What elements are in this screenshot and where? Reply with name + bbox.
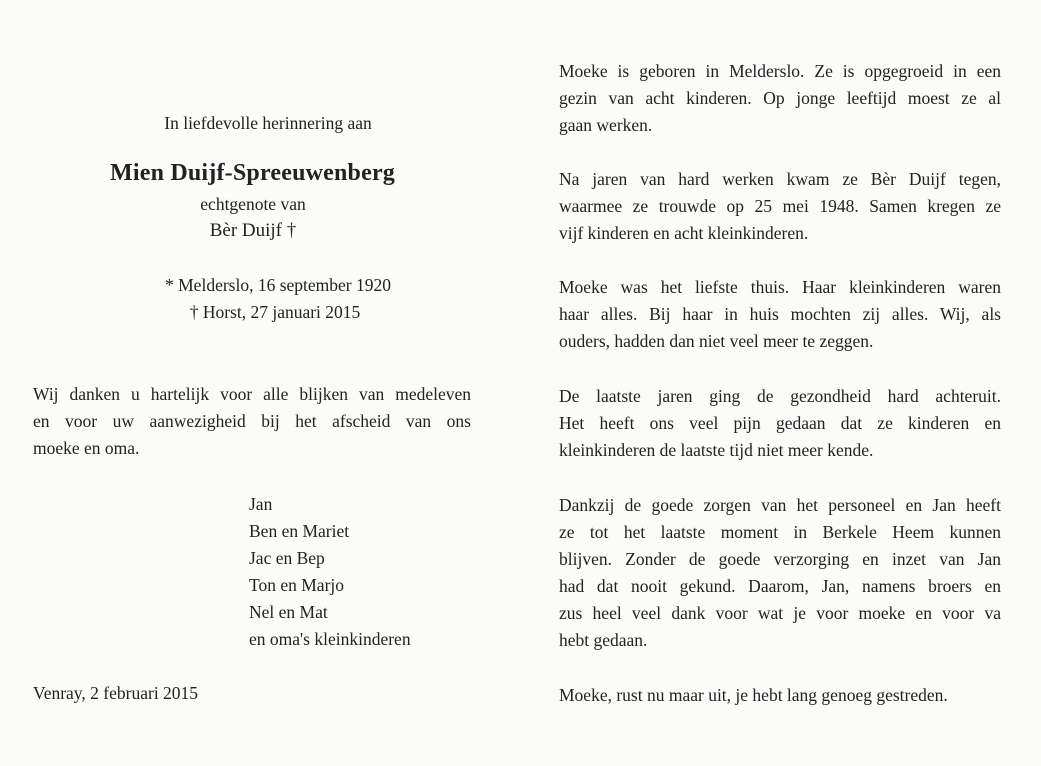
- bio-paragraph-5: [559, 492, 1001, 654]
- bio-line: waarmee ze trouwde op 25 mei 1948. Samen kregen ze: [559, 196, 1001, 216]
- family-member: Ben en Mariet: [249, 521, 350, 541]
- bio-paragraph-2: [559, 166, 1001, 247]
- bio-line: Dankzij de goede zorgen van het personeel en Jan heeft: [559, 495, 1001, 515]
- bio-line: hebt gedaan.: [559, 630, 648, 650]
- deceased-name: Mien Duijf-Spreeuwenberg: [110, 160, 395, 186]
- bio-paragraph-4: [559, 383, 1001, 464]
- bio-line: Het heeft ons veel pijn gedaan dat ze kinderen en: [559, 413, 1001, 433]
- bio-paragraph-1: [559, 58, 1001, 139]
- family-member: en oma's kleinkinderen: [249, 629, 411, 649]
- place-date: Venray, 2 februari 2015: [33, 683, 199, 703]
- bio-line: ze tot het laatste moment in Berkele Heem kunnen: [559, 522, 1001, 542]
- bio-line: haar alles. Bij haar in huis mochten zij alles. Wij, als: [559, 304, 1001, 324]
- birth-info: * Melderslo, 16 september 1920: [165, 275, 391, 295]
- bio-line: gezin van acht kinderen. Op jonge leeftijd moest ze al: [559, 88, 1001, 108]
- family-member: Nel en Mat: [249, 602, 328, 622]
- bio-line: De laatste jaren ging de gezondheid hard achteruit.: [559, 386, 1001, 406]
- bio-line: ouders, hadden dan niet veel meer te zeggen.: [559, 331, 874, 351]
- thanks-line: moeke en oma.: [33, 438, 140, 458]
- family-list: [249, 491, 469, 653]
- death-info: † Horst, 27 januari 2015: [189, 302, 361, 322]
- bio-line: gaan werken.: [559, 115, 653, 135]
- bio-line: kleinkinderen de laatste tijd niet meer kende.: [559, 440, 874, 460]
- bio-paragraph-6: [559, 682, 1001, 709]
- bio-paragraph-3: [559, 274, 1001, 355]
- spouse-name: Bèr Duijf †: [209, 220, 297, 241]
- bio-line: Moeke was het liefste thuis. Haar kleinkinderen waren: [559, 277, 1001, 297]
- intro-text: In liefdevolle herinnering aan: [164, 113, 372, 133]
- bio-line: Na jaren van hard werken kwam ze Bèr Duijf tegen,: [559, 169, 1001, 189]
- thanks-paragraph: [33, 381, 471, 462]
- bio-line: had dat nooit gekund. Daarom, Jan, namens broers en: [559, 576, 1001, 596]
- spouse-label: echtgenote van: [200, 194, 306, 214]
- family-member: Jan: [249, 494, 273, 514]
- bio-line: Moeke is geboren in Melderslo. Ze is opgegroeid in een: [559, 61, 1001, 81]
- thanks-line: en voor uw aanwezigheid bij het afscheid van ons: [33, 411, 471, 431]
- bio-line: vijf kinderen en acht kleinkinderen.: [559, 223, 809, 243]
- bio-line: blijven. Zonder de goede verzorging en inzet van Jan: [559, 549, 1001, 569]
- bio-line: Moeke, rust nu maar uit, je hebt lang genoeg gestreden.: [559, 685, 948, 705]
- family-member: Jac en Bep: [249, 548, 325, 568]
- family-member: Ton en Marjo: [249, 575, 345, 595]
- bio-line: zus heel veel dank voor wat je voor moeke en voor va: [559, 603, 1001, 623]
- thanks-line: Wij danken u hartelijk voor alle blijken van medeleven: [33, 384, 471, 404]
